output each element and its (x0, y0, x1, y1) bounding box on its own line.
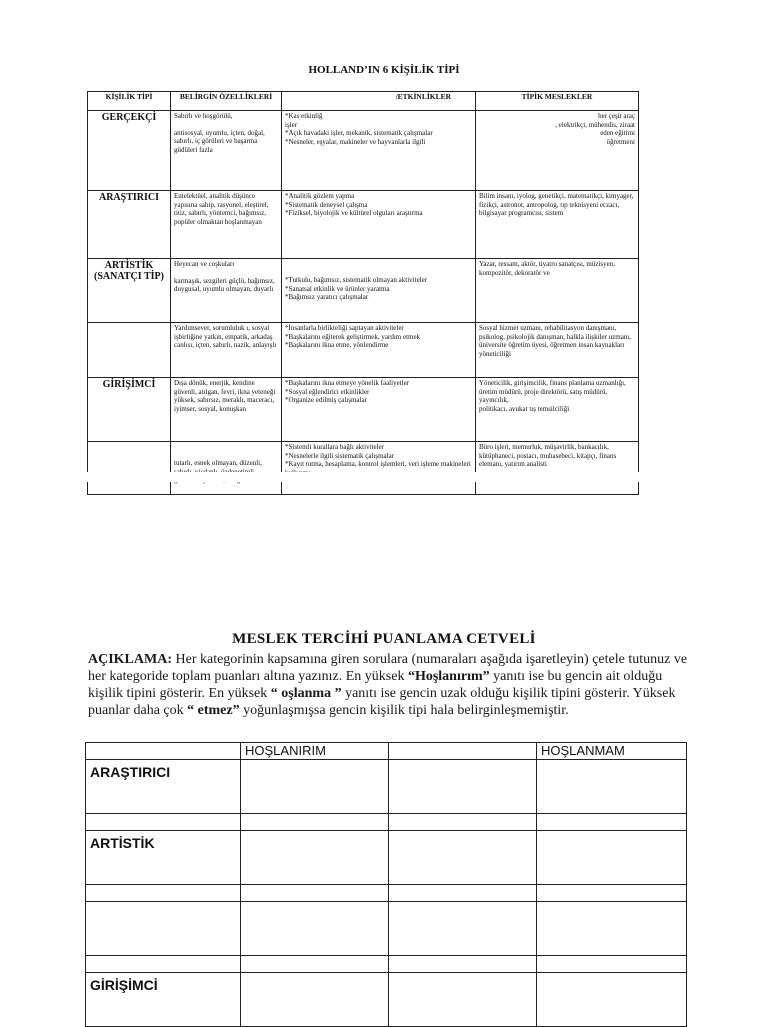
jobs-cell (476, 191, 639, 259)
jobs-line: politikacı, avukat tış temsilciliği (479, 404, 570, 413)
activities-line: *Başkalarını ikna etmeye yönelik faaliyetler (285, 379, 410, 387)
personality-type-cell: ARTİSTİK (SANATÇI TİP) (88, 259, 171, 323)
holland-table (87, 91, 639, 495)
jobs-cell (476, 259, 639, 323)
personality-type-cell: GİRİŞİMCİ (88, 378, 171, 442)
explanation-bold-1: “Hoşlanırım” (407, 669, 490, 684)
score-input-cell[interactable] (389, 760, 537, 814)
jobs-cell (476, 323, 639, 378)
explanation-paragraph (88, 651, 688, 719)
score-row-label (86, 902, 241, 956)
score-total-cell (86, 885, 241, 902)
table-row (88, 259, 639, 323)
score-total-row (86, 885, 687, 902)
score-total-cell[interactable] (537, 956, 687, 973)
activities-line: *Sistemli kurallara bağlı aktiviteler (285, 443, 384, 451)
traits-line: antisosyal, uyumlu, içten, doğal, sabırlı, iç görüleri ve başarma güdüleri fazla (174, 128, 265, 154)
traits-cell (171, 323, 282, 378)
score-total-cell[interactable] (537, 814, 687, 831)
score-header-like: HOŞLANIRIM (241, 743, 389, 760)
table-row (88, 378, 639, 442)
score-input-cell[interactable] (389, 902, 537, 956)
jobs-cell (476, 442, 639, 495)
activities-cell (282, 259, 476, 323)
jobs-line: , elektrikçi, mühendis, ziraat (555, 120, 635, 129)
score-input-cell[interactable] (537, 973, 687, 1027)
activities-line: *Organize edilmiş çalışmalar (285, 396, 367, 404)
traits-line: Entelektüel, analitik düşünce yapısına sahip, rasyonel, eleştirel, titiz, sabırlı, yöntemci, bağımsız, popüler olmaktan hoşlanmayan (174, 192, 269, 226)
score-header-blank-2 (389, 743, 537, 760)
activities-line: *Kayıt tutma, hesaplama, kontrol işlemleri, veri işleme makineleri (285, 460, 471, 468)
traits-line: tutarlı, esnek olmayan, düzenli, (174, 459, 262, 467)
score-row (86, 760, 687, 814)
table-row (88, 191, 639, 259)
table-row (88, 442, 639, 495)
score-input-cell[interactable] (389, 973, 537, 1027)
traits-line: Heyecan ve coşkuları (174, 260, 235, 268)
personality-type-cell: GERÇEKÇİ (88, 111, 171, 191)
score-total-cell (86, 814, 241, 831)
score-row (86, 831, 687, 885)
activities-line: işler (285, 120, 298, 129)
explanation-bold-3: “ etmez” (187, 703, 240, 718)
activities-line (285, 260, 472, 268)
activities-line: *Analitik gözlem yapma (285, 192, 355, 200)
score-table (85, 742, 687, 1027)
jobs-line: Yazar, ressam, aktör, tiyatro sanatçısı, müzisyen, kompozitör, dekoratör ve (479, 260, 615, 277)
score-row-label: ARAŞTIRICI (86, 760, 241, 814)
score-input-cell[interactable] (241, 831, 389, 885)
traits-line (174, 451, 278, 459)
activities-line: *Nesnelerle ilgili sistematik çalışmalar (285, 451, 395, 460)
traits-line (174, 443, 278, 451)
score-input-cell[interactable] (241, 973, 389, 1027)
personality-type-cell (88, 323, 171, 378)
table-row (88, 111, 639, 191)
col-header-activities: /ETKİNLİKLER (282, 92, 476, 111)
table-row (88, 323, 639, 378)
traits-cell (171, 378, 282, 442)
traits-line: karmaşık, sezgileri güçlü, bağımsız, duygusal, uyumlu olmayan, duyarlı (174, 276, 275, 293)
score-input-cell[interactable] (241, 902, 389, 956)
activities-line: *İnsanlarla birlikteliği saptayan aktiviteler (285, 324, 404, 332)
traits-line: Yardımsever, sorumluluk ı, sosyal işbirliğine yatkın, empatik, arkadaş canlısı, içten, sabırlı, nazik, anlayışlı (174, 324, 277, 349)
activities-line: *Fiziksel, biyolojik ve kültürel olguları araştırma (285, 209, 423, 217)
score-row-label: GİRİŞİMCİ (86, 973, 241, 1027)
traits-line (174, 121, 278, 129)
score-total-cell[interactable] (389, 814, 537, 831)
traits-cell (171, 259, 282, 323)
score-header-blank (86, 743, 241, 760)
activities-line: *Kas etkinliğ (285, 112, 323, 120)
col-header-jobs: TİPİK MESLEKLER (476, 92, 639, 111)
activities-line: *Bağımsız yaratıcı çalışmalar (285, 293, 369, 301)
personality-type-cell (88, 442, 171, 495)
score-total-cell[interactable] (241, 814, 389, 831)
score-total-cell[interactable] (389, 956, 537, 973)
score-input-cell[interactable] (537, 902, 687, 956)
traits-cell (171, 111, 282, 191)
activities-line: *Sosyal eğlendirici etkinlikler (285, 387, 370, 396)
score-row (86, 973, 687, 1027)
col-header-type: KİŞİLİK TİPİ (88, 92, 171, 111)
personality-type-cell: ARAŞTIRICI (88, 191, 171, 259)
score-total-row (86, 814, 687, 831)
col-header-traits: BELİRGİN ÖZELLİKLERİ (171, 92, 282, 111)
score-total-cell[interactable] (241, 956, 389, 973)
traits-cell (171, 442, 282, 495)
page-crop-edge (80, 472, 650, 482)
activities-line: *Sanatsal etkinlik ve ürünler yaratma (285, 284, 390, 293)
jobs-cell (476, 378, 639, 442)
explanation-bold-2: “ oşlanma ” (270, 686, 342, 701)
score-total-cell[interactable] (537, 885, 687, 902)
jobs-line: Büro işleri, memurluk, müşavirlik, bankacılık, kütüphaneci, postacı, muhasebeci, kitapçı, finans elemanı, yatırım analisti (479, 443, 617, 468)
jobs-line: eden eğitimi (600, 129, 635, 137)
activities-line: *Başkalarını eğiterek geliştirmek, yardım etmek (285, 332, 421, 341)
activities-line (285, 268, 472, 276)
score-total-cell[interactable] (241, 885, 389, 902)
jobs-line: Yöneticilik, girişimcilik, finans planlama uzmanlığı, üretim müdürü, proje direktörü, satış müdürü, yayıncılık, (479, 379, 626, 404)
explanation-text-1: Her kategorinin kapsamına giren sorulara (numaraları aşağıda işaretleyin) çetele tutunuz ve her kategoride toplam puanları altına yazınız. En yüksek (88, 652, 688, 684)
score-total-row (86, 956, 687, 973)
activities-cell (282, 111, 476, 191)
traits-line: Dışa dönük, enerjik, kendine güvenli, atılgan, fevri, ikna yeteneği yüksek, sabırsız, meraklı, maceracı, iyimser, sosyal, konuşkan (174, 379, 276, 413)
activities-cell (282, 442, 476, 495)
activities-line: *Başkalarını ikna etme, yönlendirme (285, 341, 389, 349)
score-row-label: ARTİSTİK (86, 831, 241, 885)
score-input-cell[interactable] (389, 831, 537, 885)
score-input-cell[interactable] (537, 831, 687, 885)
jobs-line: öğretmeni (606, 137, 635, 146)
score-row (86, 902, 687, 956)
score-input-cell[interactable] (537, 760, 687, 814)
score-total-cell (86, 956, 241, 973)
activities-line: *Sistematik deneysel çalışma (285, 200, 368, 209)
activities-cell (282, 191, 476, 259)
traits-cell (171, 191, 282, 259)
explanation-text-2: yanıtı ise bu gencin ait olduğu kişilik tipini gösterir. En yüksek (88, 669, 663, 701)
jobs-line: Bilim insanı, iyolog, genetikçi, matematikçi, kimyager, fizikçi, astronot, antropolog, tıp teknisyeni eczacı, bilgisayar programcısı, sistem (479, 192, 634, 217)
activities-cell (282, 323, 476, 378)
traits-line: Sabırlı ve hoşgörülü, (174, 112, 233, 120)
activities-line: *Açık havadaki işler, mekanik, sistematik çalışmalar (285, 129, 433, 137)
jobs-cell (476, 111, 639, 191)
activities-cell (282, 378, 476, 442)
score-header-dislike: HOŞLANMAM (537, 743, 687, 760)
jobs-line: Sosyal hizmet uzmanı, rehabilitasyon danışmanı, psikolog, psikolojik danışman, halkla ilişkiler uzmanı, üniversite öğretim üyesi, öğretmen insan kaynakları yöneticiliği (479, 324, 632, 358)
explanation-text-3: yanıtı ise gencin uzak olduğu kişilik tipini gösterir. Yüksek puanlar daha çok (88, 686, 676, 718)
traits-line (174, 269, 278, 277)
meslek-title: MESLEK TERCİHİ PUANLAMA CETVELİ (232, 631, 536, 647)
jobs-line: her çeşit araç (598, 112, 635, 120)
activities-line: *Nesneler, eşyalar, makineler ve hayvanlarla ilgili (285, 137, 426, 146)
score-total-cell[interactable] (389, 885, 537, 902)
explanation-label: AÇIKLAMA: (88, 652, 172, 667)
explanation-text-4: yoğunlaşmışsa gencin kişilik tipi hala belirginleşmemiştir. (239, 703, 569, 718)
score-input-cell[interactable] (241, 760, 389, 814)
activities-line: *Tutkulu, bağımsız, sistematik olmayan aktiviteler (285, 276, 428, 284)
holland-title: HOLLAND’IN 6 KİŞİLİK TİPİ (308, 64, 460, 76)
